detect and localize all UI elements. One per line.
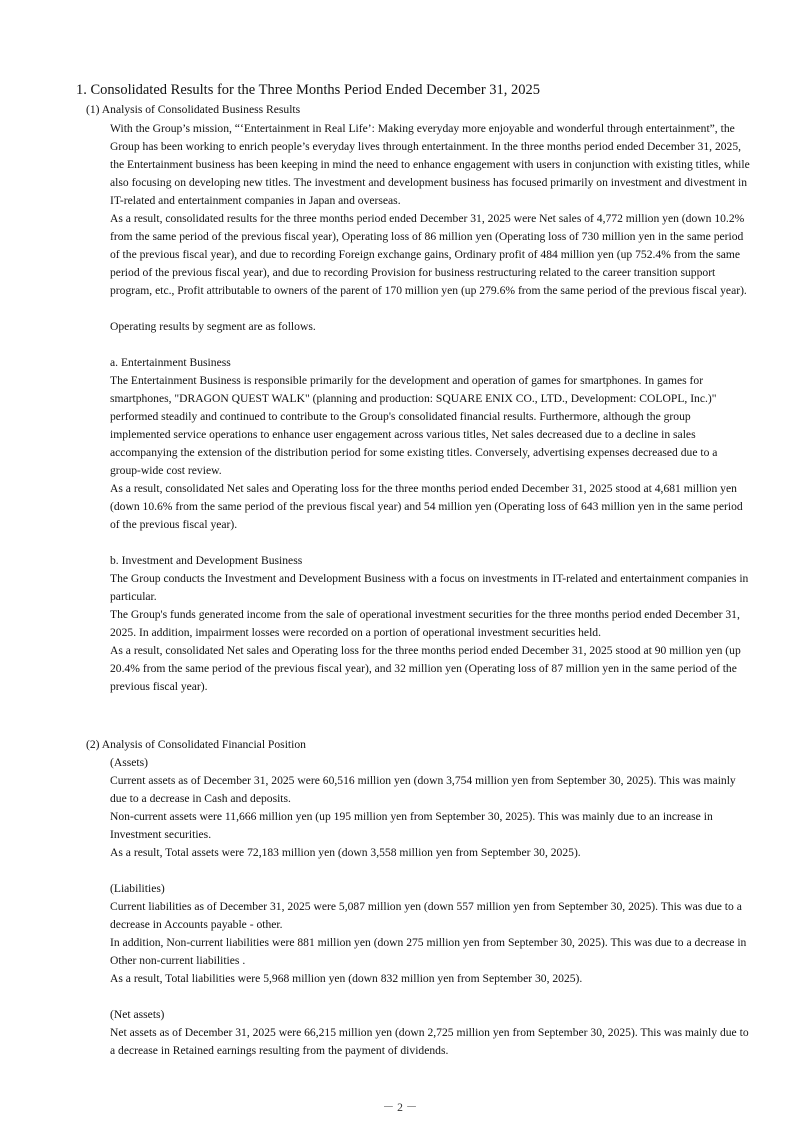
net-assets-title: (Net assets) [110,1008,165,1021]
assets-title: (Assets) [110,756,148,769]
current-liabilities-paragraph: Current liabilities as of December 31, 2025 were 5,087 million yen (down 557 million yen from September 30, 2025). This was due to a decrease in Accounts payable - other. [110,900,742,931]
segment-b-income-paragraph: The Group's funds generated income from the sale of operational investment securities for the three months period ended December 31, 2025. In addition, impairment losses were recorded on a portion of operational investment securities held. [110,608,740,639]
intro-paragraph: With the Group’s mission, “‘Entertainment in Real Life’: Making everyday more enjoyable and wonderful through entertainment”, the Group has been working to enrich people’s everyday lives through entertainment. In the three months period ended December 31, 2025, the Entertainment business has been keeping in mind the need to enhance engagement with users in conjunction with existing titles, while also focusing on developing new titles. The investment and development business has focused primarily on investment and divestment in IT-related and entertainment companies in Japan and overseas. [110,122,750,207]
spacer [110,336,750,354]
segment-intro-paragraph: Operating results by segment are as follows. [110,320,316,333]
non-current-liabilities-paragraph: In addition, Non-current liabilities were 881 million yen (down 275 million yen from September 30, 2025). This was due to a decrease in Other non-current liabilities . [110,936,747,967]
current-assets-paragraph: Current assets as of December 31, 2025 were 60,516 million yen (down 3,754 million yen from September 30, 2025). This was mainly due to a decrease in Cash and deposits. [110,774,736,805]
section-title-financial-position: (2) Analysis of Consolidated Financial Position [86,738,306,751]
page-heading: 1. Consolidated Results for the Three Months Period Ended December 31, 2025 [76,82,541,98]
spacer [110,862,750,880]
segment-b-results-paragraph: As a result, consolidated Net sales and Operating loss for the three months period ended December 31, 2025 stood at 90 million yen (up 20.4% from the same period of the previous fiscal year), and 32 million yen (Operating loss of 87 million yen in the same period of the previous fiscal year). [110,644,741,693]
section-title-business-results: (1) Analysis of Consolidated Business Results [86,103,301,116]
net-assets-paragraph: Net assets as of December 31, 2025 were 66,215 million yen (down 2,725 million yen from September 30, 2025). This was mainly due to a decrease in Retained earnings resulting from the payment of dividends. [110,1026,749,1057]
non-current-assets-paragraph: Non-current assets were 11,666 million yen (up 195 million yen from September 30, 2025). This was mainly due to an increase in Investment securities. [110,810,713,841]
segment-a-paragraph: The Entertainment Business is responsible primarily for the development and operation of games for smartphones. In games for smartphones, "DRAGON QUEST WALK" (planning and production: SQUARE ENIX CO., LTD., Development: COLOPL, Inc.)" performed steadily and continued to contribute to the Group's consolidated financial results. Furthermore, although the group implemented service operations to enhance user engagement across various titles, Net sales decreased due to a decline in sales accompanying the extension of the distribution period for some existing titles. Conversely, advertising expenses decreased due to a group-wide cost review. [110,374,718,477]
segment-b-paragraph: The Group conducts the Investment and Development Business with a focus on investments in IT-related and entertainment companies in particular. [110,572,749,603]
total-assets-paragraph: As a result, Total assets were 72,183 million yen (down 3,558 million yen from September 30, 2025). [110,846,581,859]
page-number: － 2 － [382,1101,418,1114]
spacer [110,534,750,552]
segment-a-title: a. Entertainment Business [110,356,231,369]
spacer [110,300,750,318]
segment-a-results-paragraph: As a result, consolidated Net sales and Operating loss for the three months period ended December 31, 2025 stood at 4,681 million yen (down 10.6% from the same period of the previous fiscal year) and 54 million yen (Operating loss of 643 million yen in the same period of the previous fiscal year). [110,482,743,531]
liabilities-title: (Liabilities) [110,882,165,895]
total-liabilities-paragraph: As a result, Total liabilities were 5,968 million yen (down 832 million yen from September 30, 2025). [110,972,583,985]
financial-position-body [110,754,750,1060]
business-results-body [110,120,750,696]
spacer [110,988,750,1006]
consolidated-results-paragraph: As a result, consolidated results for the three months period ended December 31, 2025 were Net sales of 4,772 million yen (down 10.2% from the same period of the previous fiscal year), Operating loss of 86 million yen (Operating loss of 730 million yen in the same period of the previous fiscal year), and due to recording Foreign exchange gains, Ordinary profit of 484 million yen (up 752.4% from the same period of the previous fiscal year), and due to recording Provision for business restructuring related to the career transition support program, etc., Profit attributable to owners of the parent of 170 million yen (up 279.6% from the same period of the previous fiscal year). [110,212,747,297]
segment-b-title: b. Investment and Development Business [110,554,303,567]
